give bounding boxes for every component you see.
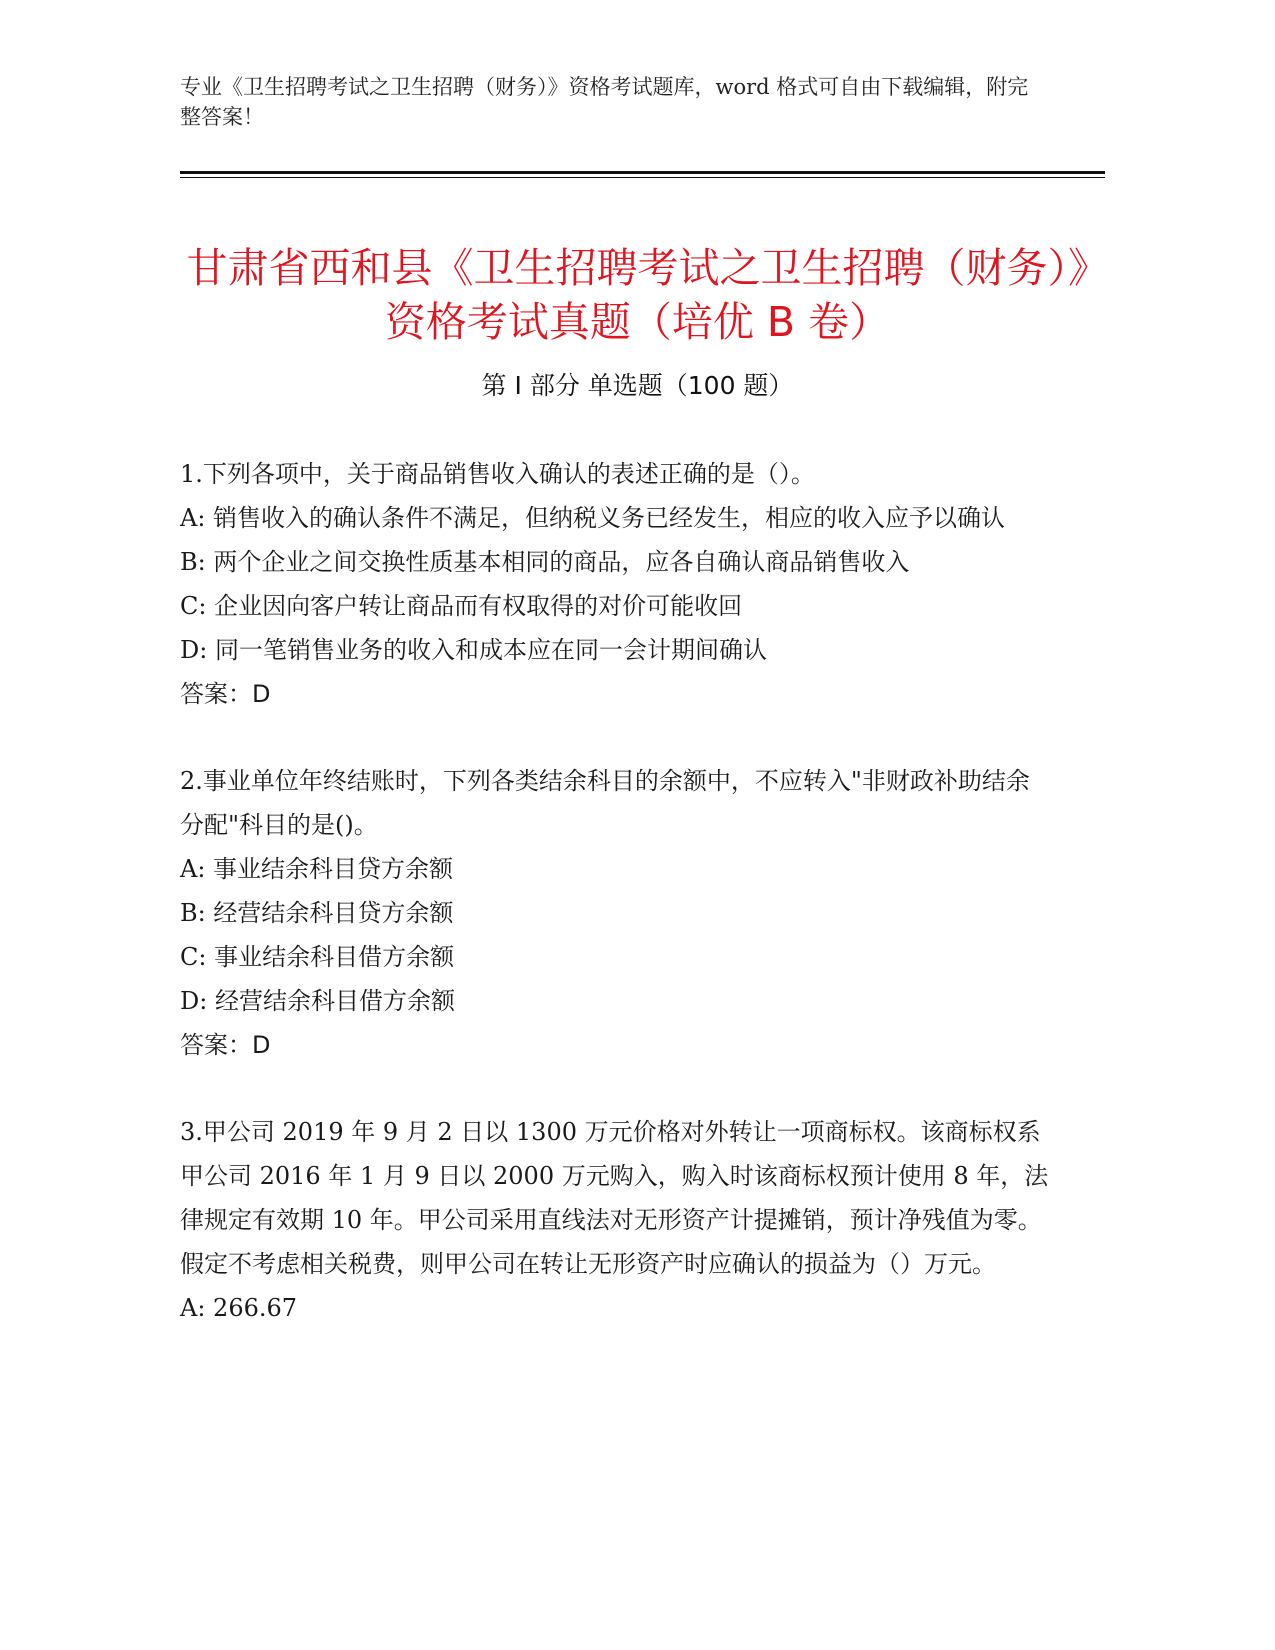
option-c: C: 事业结余科目借方余额 — [180, 943, 455, 971]
section-title: 第 I 部分 单选题（100 题） — [481, 371, 794, 400]
question-1 — [180, 452, 1050, 716]
option-c: C: 企业因向客户转让商品而有权取得的对价可能收回 — [180, 592, 743, 620]
header-divider-thin — [180, 177, 1105, 178]
question-stem: 1.下列各项中，关于商品销售收入确认的表述正确的是（）。 — [180, 460, 815, 488]
option-b: B: 经营结余科目贷方余额 — [180, 899, 454, 927]
option-a: A: 销售收入的确认条件不满足，但纳税义务已经发生，相应的收入应予以确认 — [180, 504, 1006, 532]
header-divider-thick — [180, 171, 1105, 174]
question-3 — [180, 1110, 1050, 1330]
option-a: A: 事业结余科目贷方余额 — [180, 855, 454, 883]
answer: 答案：D — [180, 680, 271, 708]
option-d: D: 经营结余科目借方余额 — [180, 987, 455, 1015]
question-stem: 3.甲公司 2019 年 9 月 2 日以 1300 万元价格对外转让一项商标权。该商标权系甲公司 2016 年 1 月 9 日以 2000 万元购入，购入时该商标权预计使用 8 年，法律规定有效期 10 年。甲公司采用直线法对无形资产计提摊销，预计净残值为零。假定不考虑相关税费，则甲公司在转让无形资产时应确认的损益为（）万元。 — [180, 1118, 1049, 1278]
option-a: A: 266.67 — [180, 1294, 298, 1322]
answer: 答案：D — [180, 1031, 271, 1059]
option-b: B: 两个企业之间交换性质基本相同的商品，应各自确认商品销售收入 — [180, 548, 910, 576]
document-title: 甘肃省西和县《卫生招聘考试之卫生招聘（财务）》资格考试真题（培优 B 卷） — [186, 244, 1089, 347]
header-note: 专业《卫生招聘考试之卫生招聘（财务）》资格考试题库，word 格式可自由下载编辑，附完整答案！ — [180, 75, 1029, 129]
question-2 — [180, 759, 1050, 1067]
question-list — [180, 452, 1050, 1373]
option-d: D: 同一笔销售业务的收入和成本应在同一会计期间确认 — [180, 636, 767, 664]
question-stem: 2.事业单位年终结账时，下列各类结余科目的余额中，不应转入"非财政补助结余分配"科目的是()。 — [180, 767, 1030, 839]
